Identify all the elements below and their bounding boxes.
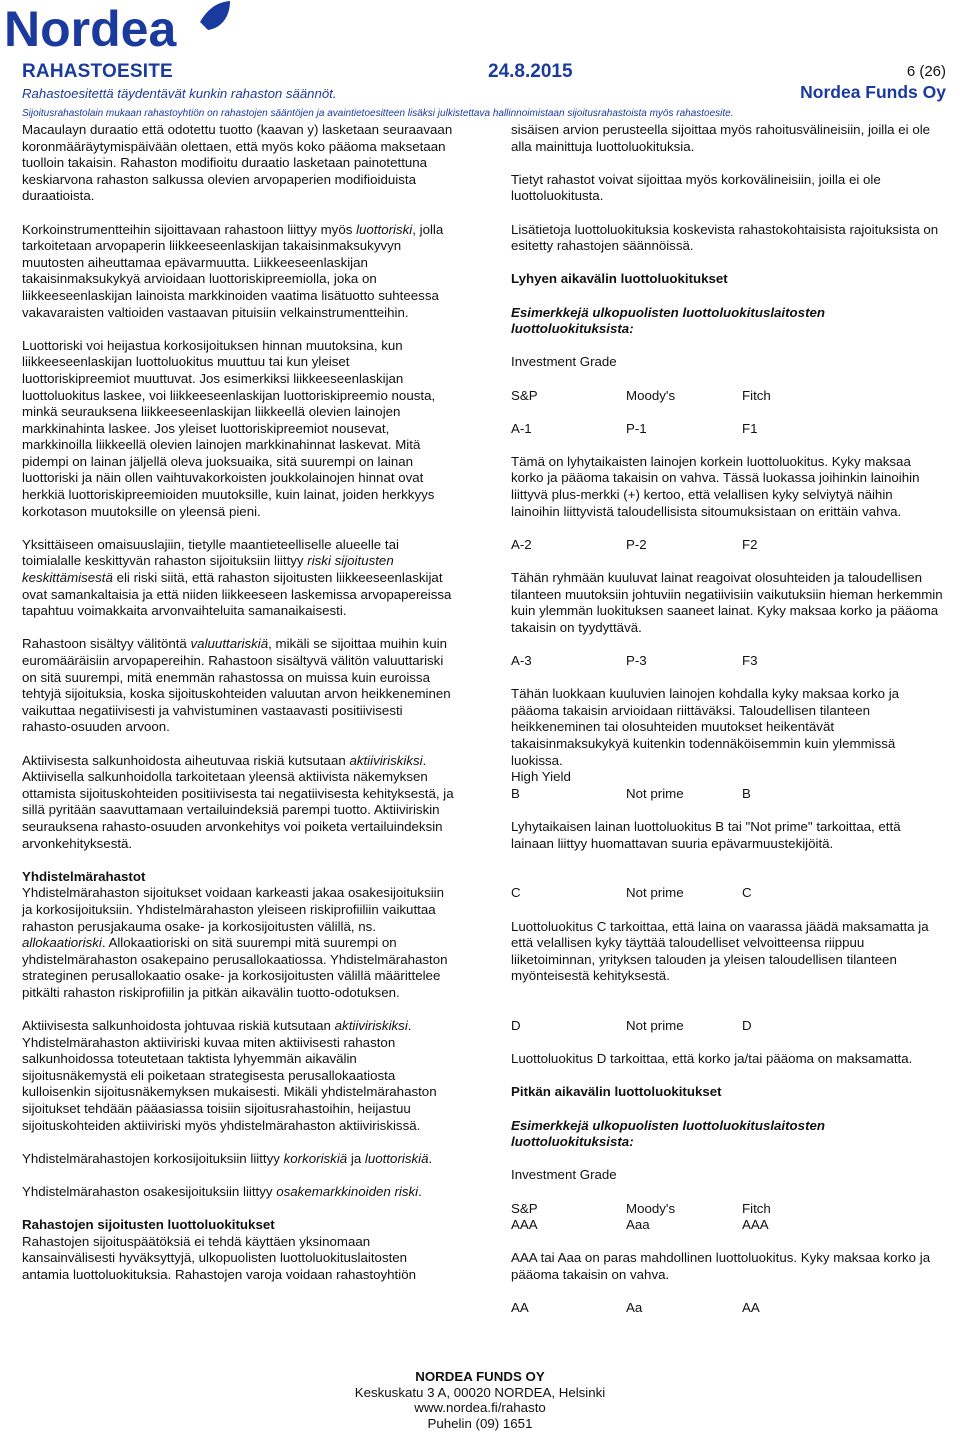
heading-long-term-ratings: Pitkän aikavälin luottoluokitukset (511, 1084, 722, 1100)
heading-short-term-ratings: Lyhyen aikavälin luottoluokitukset (511, 271, 728, 287)
rating-description: Tähän luokkaan kuuluvien lainojen kohdalla kyky maksaa korko ja pääoma takaisin arvioidaan riittäväksi. Taloudellisen tilanteen heikkeneminen tai olosuhteiden muutokset heikentävät takaisinmaksukykyä kuitenkin todennäköisemmin kuin ylemmissä luokissa. (511, 686, 900, 768)
company-name: Nordea Funds Oy (800, 82, 946, 102)
rating-row: A-1 P-1 F1 (511, 420, 758, 436)
rating-description: Luottoluokitus C tarkoittaa, että laina on vaarassa jäädä maksamatta ja että velallisen kyky täyttää taloudelliset velvoitteensa riippuu liiketoiminnan, yrityksen talouden ja yleisen taloudellisen tilanteen myönteisestä kehityksestä. (511, 918, 929, 984)
rating-description: Tähän ryhmään kuuluvat lainat reagoivat olosuhteiden ja taloudellisen tilanteen muutoksiin johtuviin negatiivisiin vaikutuksiin hieman herkemmin kuin ylemmän luokituksen saaneet lainat. Kyky maksaa korko ja pääoma takaisin on tyydyttävä. (511, 570, 943, 635)
paragraph-balanced-fixed-income: Yhdistelmärahastojen korkosijoituksiin liittyy korkoriskiä ja luottoriskiä. (22, 1150, 433, 1166)
right-column (511, 122, 943, 1317)
rating-description: AAA tai Aaa on paras mahdollinen luottoluokitus. Kyky maksaa korko ja pääoma takaisin on vahva. (511, 1250, 931, 1282)
rating-description: Lyhytaikaisen lainan luottoluokitus B tai "Not prime" tarkoittaa, että lainaan liittyy huomattavan suuria epävarmuustekijöitä. (511, 818, 901, 851)
paragraph-concentration-risk: Yksittäiseen omaisuuslajiin, tietylle maantieteelliselle alueelle tai toimialalle keskittyvän rahaston sijoituksiin liittyy riski sijoitusten keskittämisestä eli riski siitä, että rahaston sijoitusten liikkeeseenlaskijat ovat samankaltaisia ja että niiden liikkeeseen laskemissa arvopapereissa tapahtuu voimakkaita arvonvaihteluita samanaikaisesti. (22, 536, 452, 619)
header-disclaimer: Sijoitusrahastolain mukaan rahastoyhtiön on rahastojen sääntöjen ja avaintietoesitteen lisäksi julkistettava hallinnoimistaan sijoitusrahastoista myös rahastoesite. (22, 108, 734, 119)
footer-website-link[interactable]: www.nordea.fi/rahasto (414, 1400, 546, 1416)
rating-row: B Not prime B (511, 785, 751, 801)
paragraph-active-risk: Aktiivisesta salkunhoidosta aiheutuvaa riskiä kutsutaan aktiiviriskiksi. Aktiivisella salkunhoidolla tarkoitetaan yleensä aktiivista näkemyksen ottamista sijoituskohteiden positiivisesta tai negatiivisesta kehityksestä, ja sillä pyritään saavuttamaan vertailuindeksiä parempi tuotto. Aktiiviriskin seurauksena rahasto-osuuden arvonkehitys voi poiketa vertailuindeksin arvonkehityksestä. (22, 752, 454, 851)
rating-row: AA Aa AA (511, 1300, 760, 1316)
logo-leaf-icon (200, 1, 230, 30)
label-investment-grade: Investment Grade (511, 354, 617, 370)
logo-wordmark: Nordea (4, 1, 177, 52)
paragraph-internal-assessment: sisäisen arvion perusteella sijoittaa myös rahoitusvälineisiin, joilla ei ole alla mainittuja luottoluokituksia. (511, 122, 931, 154)
paragraph-allocation-risk: Yhdistelmärahaston sijoitukset voidaan karkeasti jakaa osakesijoituksiin ja korkosijoituksiin. Yhdistelmärahaston yleiseen riskiprofiiliin vaikuttaa rahaston perusjakauma osake- ja korkosijoitusten välillä, ns. allokaatioriski. Allokaatioriski on sitä suurempi mitä suurempi on yhdistelmärahaston osakepaino perusallokaatiossa. Yhdistelmärahaston strateginen perusallokaatio osake- ja korkosijoitusten välillä määrittelee pitkälti rahaston riskiprofiilin ja pitkän aikavälin tuotto-odotuksen. (22, 885, 448, 1000)
heading-short-term-examples: Esimerkkejä ulkopuolisten luottoluokituslaitosten luottoluokituksista: (511, 304, 826, 337)
footer-phone: Puhelin (09) 1651 (427, 1415, 533, 1431)
paragraph-currency-risk: Rahastoon sisältyy välitöntä valuuttariskiä, mikäli se sijoittaa muihin kuin euromääräisiin arvopapereihin. Rahastoon sisältyvä välitön valuuttariski on sitä suurempi, mitä enemmän rahastossa on muissa kuin euroissa tehtyjä sijoituksia, koska sijoituskohteiden valuutan arvon heikkeneminen vaikuttaa negatiivisesti ja vahvistuminen vastaavasti positiivisesti rahasto-osuuden arvoon. (22, 636, 451, 735)
paragraph-credit-ratings: Rahastojen sijoituspäätöksiä ei tehdä käyttäen yksinomaan kansainvälisesti hyväksyttyjä, ulkopuolisten luottoluokituslaitosten antamia luottoluokituksia. Rahastojen varoja voidaan rahastoyhtiön (22, 1233, 416, 1282)
document-subtitle: Rahastoesitettä täydentävät kunkin rahaston säännöt. (22, 86, 337, 101)
rating-description: Luottoluokitus D tarkoittaa, että korko ja/tai pääoma on maksamatta. (511, 1051, 913, 1067)
rating-row: D Not prime D (511, 1018, 752, 1034)
heading-credit-ratings: Rahastojen sijoitusten luottoluokitukset (22, 1217, 275, 1233)
rating-row: C Not prime C (511, 885, 752, 901)
rating-header-row: S&P Moody's Fitch (511, 1200, 771, 1216)
rating-row: AAA Aaa AAA (511, 1217, 769, 1233)
footer-address: Keskuskatu 3 A, 00020 NORDEA, Helsinki (354, 1384, 606, 1400)
label-investment-grade: Investment Grade (511, 1167, 617, 1183)
page-footer (0, 1369, 960, 1431)
document-title: RAHASTOESITE (22, 61, 173, 82)
heading-long-term-examples: Esimerkkejä ulkopuolisten luottoluokituslaitosten luottoluokituksista: (511, 1117, 826, 1150)
paragraph-balanced-equity: Yhdistelmärahaston osakesijoituksiin liittyy osakemarkkinoiden riski. (22, 1184, 422, 1199)
rating-description: Tämä on lyhytaikaisten lainojen korkein luottoluokitus. Kyky maksaa korko ja pääoma takaisin on vahva. Tässä luokassa joihinkin lainoihin liittyvä plus-merkki (+) kertoo, että velallisen kyky selviytyä näihin lainoihin liittyvistä taloudellisista sitoumuksistaan on erittäin vahva. (511, 453, 920, 519)
label-high-yield: High Yield (511, 769, 571, 785)
rating-row: A-2 P-2 F2 (511, 536, 758, 552)
document-date: 24.8.2015 (488, 61, 573, 82)
nordea-logo (4, 0, 236, 52)
paragraph-more-info: Lisätietoja luottoluokituksia koskevista rahastokohtaisista rajoituksista on esitetty rahastojen säännöissä. (511, 221, 939, 254)
heading-balanced-funds: Yhdistelmärahastot (22, 868, 146, 884)
paragraph-duration: Macaulayn duraatio että odotettu tuotto (kaavan y) lasketaan seuraavaan koronmääräytymispäivään olettaen, että myös koko pääoma maksetaan tuolloin takaisin. Rahaston modifioitu duraatio lasketaan painotettuna keskiarvona rahaston salkussa olevien arvopaperien modifioiduista duraatioista. (22, 122, 453, 204)
paragraph-credit-premium: Luottoriski voi heijastua korkosijoituksen hinnan muutoksina, kun liikkeeseenlaskijan luottoluokitus muuttuu tai kun yleiset luottoriskipreemiot muuttuvat. Jos esimerkiksi liikkeeseenlaskijan luottoluokitus laskee, voi liikkeeseenlaskijan luottoriskipreemio nousta, minkä seurauksena liikkeeseenlaskijan liikkeellä olevien lainojen markkinahinta laskee. Jos yleiset luottoriskipreemiot nousevat, markkinoilla liikkeellä olevien lainojen markkinahinnat laskevat. Mitä pidempi on lainan jäljellä oleva juoksuaika, sitä suurempi on lainan luottoriski ja näin ollen vaihtuvakorkoisten joukkolainojen hinnat ovat herkkiä luottoriskipreemioiden muutoksille, kuin lainat, joiden herkkyys korkotason muutoksille on yleensä pieni. (22, 337, 436, 519)
footer-company-name: NORDEA FUNDS OY (415, 1369, 545, 1384)
page-number: 6 (26) (906, 63, 946, 80)
paragraph-balanced-active-risk: Aktiivisesta salkunhoidosta johtuvaa riskiä kutsutaan aktiiviriskiksi. Yhdistelmärahaston aktiiviriski kuvaa miten aktiivisesti rahaston salkunhoidossa toteutetaan taktista lyhyemmän aikavälin sijoitusnäkemystä eli poiketaan strategisesta perusallokaatiosta kulloisenkin sijoitusnäkemyksen mukaisesti. Mikäli yhdistelmärahaston sijoitukset tehdään pääasiassa toisiin sijoitusrahastoihin, heijastuu sijoituskohteiden aktiiviriski myös yhdistelmärahaston aktiiviriskissä. (22, 1018, 437, 1133)
paragraph-credit-risk: Korkoinstrumentteihin sijoittavaan rahastoon liittyy myös luottoriski, jolla tarkoitetaan arvopaperin liikkeeseenlaskijan takaisinmaksukyvyn muutosten aiheuttamaa epävarmuutta. Liikkeeseenlaskijan takaisinmaksukykyä arvioidaan luottoriskipreemiolla, joka on liikkeeseenlaskijan lainoista markkinoiden vaatima lisätuotto suhteessa vakavaraisten valtioiden vastaavan pituisiin velkainstrumentteihin. (22, 221, 444, 320)
left-column (22, 122, 454, 1300)
rating-header-row: S&P Moody's Fitch (511, 387, 771, 403)
paragraph-unrated: Tietyt rahastot voivat sijoittaa myös korkovälineisiin, joilla ei ole luottoluokitusta. (511, 171, 881, 204)
rating-row: A-3 P-3 F3 (511, 653, 758, 668)
